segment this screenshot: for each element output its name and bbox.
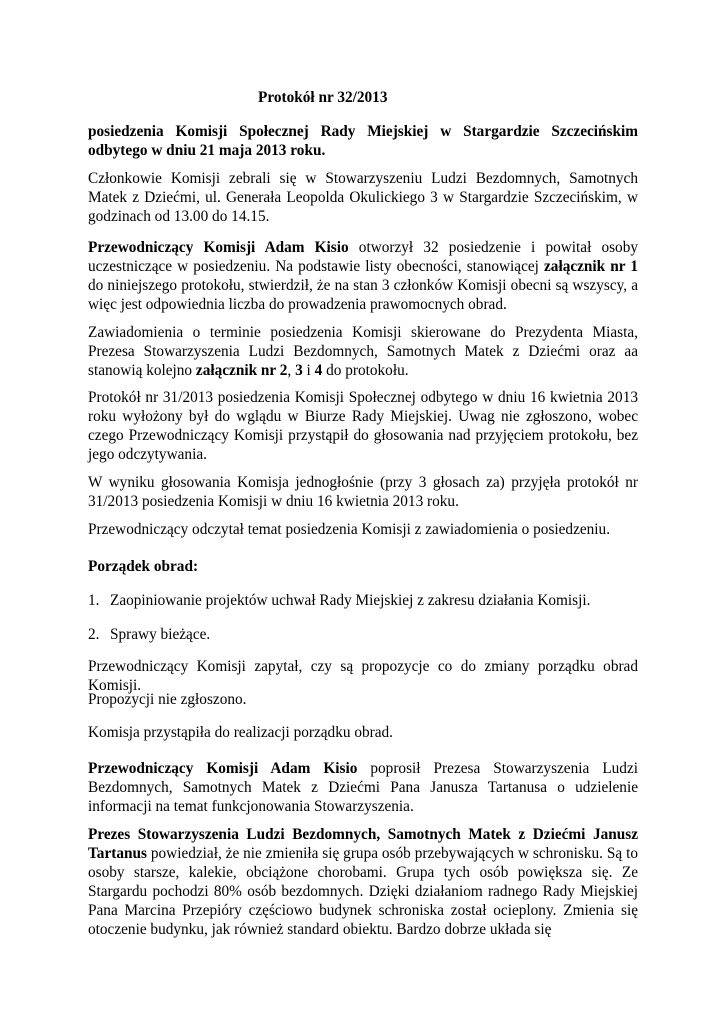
paragraph-topic-read: Przewodniczący odczytał temat posiedzenia Komisji z zawiadomienia o posiedzeniu. bbox=[88, 521, 611, 538]
president-name: Prezes Stowarzyszenia Ludzi Bezdomnych, Samotnych Matek z Dziećmi Janusz Tartanus bbox=[88, 826, 638, 862]
attachment-ref-3: 3 bbox=[295, 362, 303, 379]
paragraph-meeting-location: Członkowie Komisji zebrali się w Stowarzyszeniu Ludzi Bezdomnych, Samotnych Matek z Dziećmi, ul. Generała Leopolda Okulickiego 3 w Stargardzie Szczecińskim, w godzinach od 13.00 do 14.15. bbox=[88, 170, 638, 225]
attachment-ref-1: załącznik nr 1 bbox=[544, 258, 638, 275]
document-title: Protokół nr 32/2013 bbox=[258, 89, 388, 106]
paragraph-agenda-question: Przewodniczący Komisji zapytał, czy są propozycje co do zmiany porządku obrad Komisji. bbox=[88, 658, 638, 694]
paragraph-previous-protocol: Protokół nr 31/2013 posiedzenia Komisji Społecznej odbytego w dniu 16 kwietnia 2013 roku wyłożony był do wglądu w Biurze Rady Miejskiej. Uwag nie zgłoszono, wobec czego Przewodniczący Komisji przystąpił do głosowania nad przyjęciem protokołu, bez jego odczytywania. bbox=[88, 389, 638, 463]
chairman-name: Przewodniczący Komisji Adam Kisio bbox=[88, 239, 349, 256]
agenda-item: 2. Sprawy bieżące. bbox=[88, 626, 211, 643]
attachment-ref-4: 4 bbox=[314, 362, 323, 379]
paragraph-vote-result: W wyniku głosowania Komisja jednogłośnie (przy 3 głosach za) przyjęła protokół nr 31/2013 posiedzenia Komisji w dniu 16 kwietnia 2013 roku. bbox=[88, 474, 638, 510]
paragraph-opening: Przewodniczący Komisji Adam Kisio otworzył 32 posiedzenie i powitał osoby uczestniczące w posiedzeniu. Na podstawie listy obecności, stanowiącej załącznik nr 1 do niniejszego protokołu, stwierdził, że na stan 3 członków Komisji obecni są wszyscy, a więc jest odpowiednia liczba do prowadzenia prawomocnych obrad. bbox=[88, 239, 638, 313]
agenda-heading: Porządek obrad: bbox=[88, 558, 199, 575]
agenda-item: 1. Zaopiniowanie projektów uchwał Rady Miejskiej z zakresu działania Komisji. bbox=[88, 592, 591, 609]
paragraph-agenda-start: Komisja przystąpiła do realizacji porządku obrad. bbox=[88, 724, 393, 741]
chairman-name: Przewodniczący Komisji Adam Kisio bbox=[88, 760, 358, 777]
paragraph-request-info: Przewodniczący Komisji Adam Kisio poprosił Prezesa Stowarzyszenia Ludzi Bezdomnych, Samotnych Matek z Dziećmi Pana Janusza Tartanusa o udzielenie informacji na temat funkcjonowania Stowarzyszenia. bbox=[88, 760, 638, 815]
paragraph-no-proposals: Propozycji nie zgłoszono. bbox=[88, 691, 247, 708]
document-subtitle: posiedzenia Komisji Społecznej Rady Miejskiej w Stargardzie Szczecińskim odbytego w dniu 21 maja 2013 roku. bbox=[88, 123, 638, 159]
paragraph-notifications: Zawiadomienia o terminie posiedzenia Komisji skierowane do Prezydenta Miasta, Prezesa Stowarzyszenia Ludzi Bezdomnych, Samotnych Matek z Dziećmi oraz aa stanowią kolejno załącznik nr 2, 3 i 4 do protokołu. bbox=[88, 324, 638, 379]
attachment-ref-2: załącznik nr 2 bbox=[195, 362, 288, 379]
paragraph-president-report: Prezes Stowarzyszenia Ludzi Bezdomnych, Samotnych Matek z Dziećmi Janusz Tartanus powiedział, że nie zmieniła się grupa osób przebywających w schronisku. Są to osoby starsze, kalekie, obciążone chorobami. Grupa tych osób powiększa się. Ze Stargardu pochodzi 80% osób bezdomnych. Dzięki działaniom radnego Rady Miejskiej Pana Marcina Przepióry częściowo budynek schroniska został ocieplony. Zmienia się otoczenie budynku, jak również standard obiektu. Bardzo dobrze układa się bbox=[88, 826, 638, 938]
